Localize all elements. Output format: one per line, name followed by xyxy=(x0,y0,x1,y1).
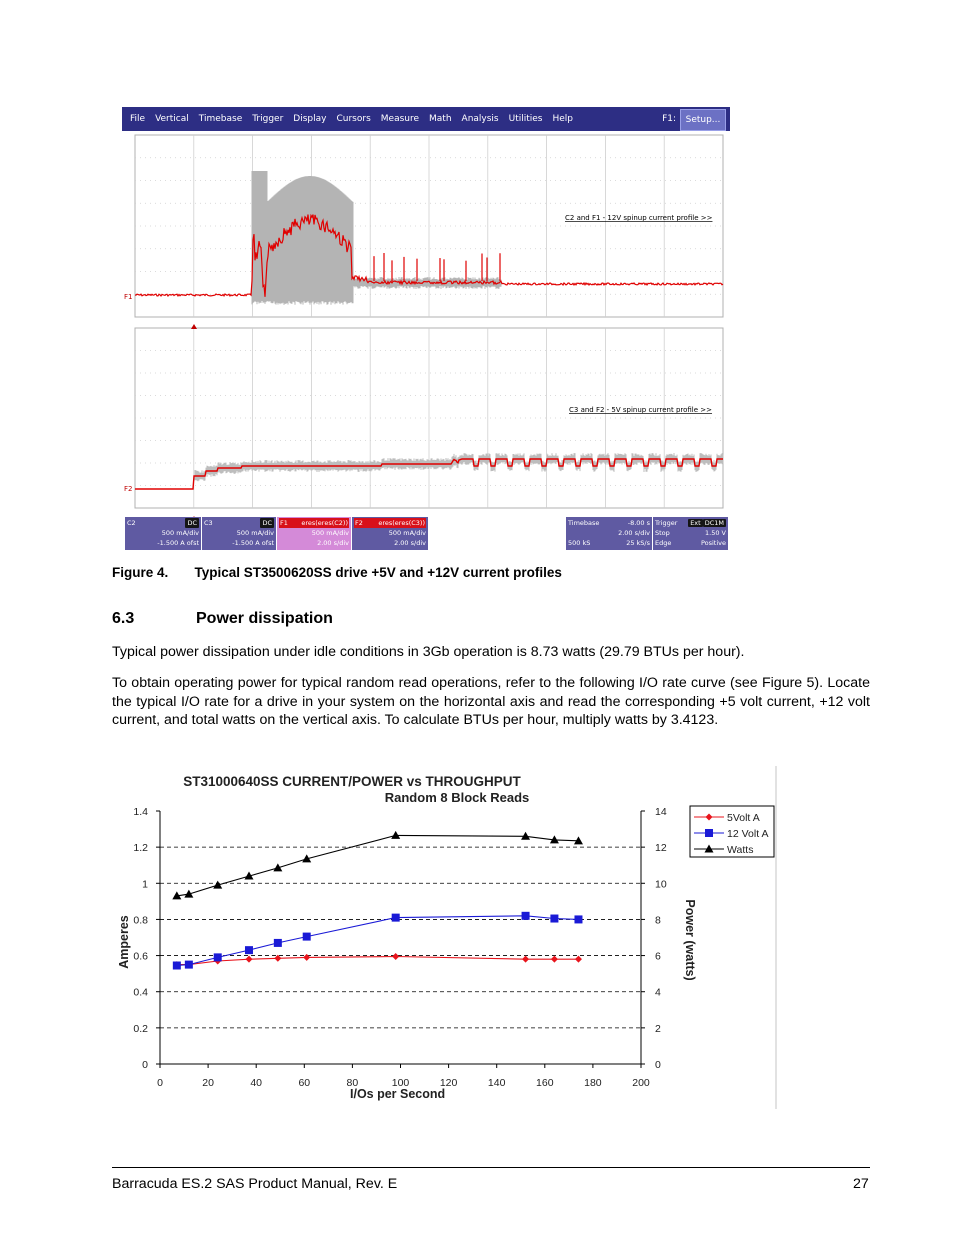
y-tick-label: 0.2 xyxy=(133,1022,148,1035)
menu-cursors[interactable]: Cursors xyxy=(336,114,371,124)
scope-status-panels xyxy=(122,517,730,550)
data-point-5volt-a xyxy=(575,956,582,963)
x-tick-label: 160 xyxy=(536,1077,554,1089)
data-point-12-volt-a xyxy=(173,962,181,970)
x-tick-label: 80 xyxy=(346,1077,359,1089)
chart-legend xyxy=(690,806,774,857)
f1-label: F1: xyxy=(662,114,676,124)
series-watts xyxy=(172,831,583,900)
timebase-samples: 500 kS xyxy=(568,539,591,547)
series-line-12-volt-a xyxy=(177,916,579,966)
c2-name: C2 xyxy=(127,519,136,527)
x-tick-label: 20 xyxy=(202,1077,214,1089)
data-point-12-volt-a xyxy=(550,915,558,923)
chart-axes xyxy=(133,806,666,1089)
y2-tick-label: 14 xyxy=(655,806,667,818)
scope-display xyxy=(122,131,730,517)
data-point-5volt-a xyxy=(245,956,252,963)
c2-scale: 500 mA/div xyxy=(161,529,199,537)
x-tick-label: 100 xyxy=(391,1077,410,1089)
data-point-12-volt-a xyxy=(392,914,400,922)
data-point-5volt-a xyxy=(551,956,558,963)
legend-label-5volt-a: 5Volt A xyxy=(727,812,760,824)
y2-tick-label: 12 xyxy=(655,842,667,855)
menu-display[interactable]: Display xyxy=(293,114,327,124)
y-tick-label: 1.2 xyxy=(133,842,148,855)
data-point-12-volt-a xyxy=(185,961,193,969)
x-tick-label: 60 xyxy=(298,1077,311,1089)
footer-rule xyxy=(112,1167,870,1168)
x-tick-label: 0 xyxy=(157,1077,163,1089)
chart-title: ST31000640SS CURRENT/POWER vs THROUGHPUT xyxy=(183,774,521,789)
upper-grid xyxy=(135,135,723,317)
f2-name: F2 xyxy=(355,519,363,527)
data-point-12-volt-a xyxy=(574,915,582,923)
menu-vertical[interactable]: Vertical xyxy=(155,114,189,124)
y2-tick-label: 6 xyxy=(655,950,661,963)
x-tick-label: 120 xyxy=(439,1077,458,1089)
x-tick-label: 200 xyxy=(632,1077,650,1089)
trigger-marker-upper xyxy=(191,324,197,329)
legend-label-12-volt-a: 12 Volt A xyxy=(727,828,769,840)
f2-timebase: 2.00 s/div xyxy=(394,539,426,547)
trigger-panel[interactable] xyxy=(653,517,728,550)
f2-expression: eres(eres(C3)) xyxy=(378,519,425,527)
data-point-5volt-a xyxy=(392,953,399,960)
f2-channel-marker: F2 xyxy=(124,485,133,493)
menu-analysis[interactable]: Analysis xyxy=(461,114,499,124)
f1-panel[interactable] xyxy=(277,517,351,550)
trigger-level: 1.50 V xyxy=(705,529,726,537)
menu-file[interactable]: File xyxy=(130,114,146,124)
legend-marker-5volt-a xyxy=(706,814,713,821)
data-point-5volt-a xyxy=(522,956,529,963)
paragraph-idle-power: Typical power dissipation under idle conditions in 3Gb operation is 8.73 watts (29.79 BTUs per hour). xyxy=(112,644,745,660)
trigger-name: Trigger xyxy=(655,519,678,527)
c3-coupling: DC xyxy=(262,519,272,527)
footer-document-title: Barracuda ES.2 SAS Product Manual, Rev. E xyxy=(112,1176,398,1192)
x-tick-label: 180 xyxy=(584,1077,602,1089)
y2-tick-label: 0 xyxy=(655,1059,661,1071)
menu-timebase[interactable]: Timebase xyxy=(198,114,243,124)
section-number: 6.3 xyxy=(112,610,135,627)
c3-panel[interactable] xyxy=(202,517,276,550)
chart-gridlines xyxy=(160,847,641,1028)
oscilloscope-figure xyxy=(122,107,730,550)
data-point-12-volt-a xyxy=(274,939,282,947)
section-title: Power dissipation xyxy=(196,610,333,627)
y-tick-label: 0.4 xyxy=(133,986,148,999)
y2-tick-label: 2 xyxy=(655,1022,661,1035)
f1-name: F1 xyxy=(280,519,288,527)
series-line-watts xyxy=(177,835,579,896)
trigger-type: Edge xyxy=(655,539,672,547)
data-point-12-volt-a xyxy=(522,912,530,920)
y2-tick-label: 10 xyxy=(655,878,667,891)
chart-series xyxy=(172,831,583,970)
timebase-panel[interactable] xyxy=(566,517,652,550)
lower-grid xyxy=(135,328,723,508)
lower-annotation: C3 and F2 - 5V spinup current profile >> xyxy=(569,406,713,414)
f2-scale: 500 mA/div xyxy=(388,529,426,537)
y-tick-label: 0 xyxy=(142,1059,148,1071)
timebase-scale: 2.00 s/div xyxy=(618,529,650,537)
timebase-delay: -8.00 s xyxy=(627,519,650,527)
menu-measure[interactable]: Measure xyxy=(380,114,420,124)
x-tick-label: 140 xyxy=(487,1077,506,1089)
c2-coupling: DC xyxy=(187,519,197,527)
timebase-name: Timebase xyxy=(568,519,600,527)
data-point-12-volt-a xyxy=(245,946,253,954)
series-12-volt-a xyxy=(173,912,583,970)
menu-math[interactable]: Math xyxy=(429,114,452,124)
scope-menu-bar xyxy=(122,107,730,131)
y2-axis-label: Power (watts) xyxy=(683,899,697,981)
y2-tick-label: 4 xyxy=(655,986,661,999)
data-point-12-volt-a xyxy=(214,953,222,961)
y-tick-label: 0.8 xyxy=(133,914,148,927)
menu-utilities[interactable]: Utilities xyxy=(508,114,543,124)
menu-trigger[interactable]: Trigger xyxy=(252,114,284,124)
c3-scale: 500 mA/div xyxy=(236,529,274,537)
paragraph-operating-power: To obtain operating power for typical random read operations, refer to the following I/O rate curve (see Figure 5). Locate the typical I/O rate for a drive in your system on the horizontal axis and read the corresponding +5 volt current, +12 volt current, and total watts on the vertical axis. To calculate BTUs per hour, multiply watts by 3.4123. xyxy=(112,675,870,728)
c2-offset: -1.500 A ofst xyxy=(157,539,199,547)
c2-panel[interactable] xyxy=(125,517,201,550)
c3-name: C3 xyxy=(204,519,213,527)
c3-offset: -1.500 A ofst xyxy=(232,539,274,547)
f1-channel-marker: F1 xyxy=(124,293,133,301)
figure-caption: Figure 4. Typical ST3500620SS drive +5V and +12V current profiles xyxy=(112,565,562,580)
x-axis-label: I/Os per Second xyxy=(350,1087,446,1101)
y-tick-label: 1.4 xyxy=(133,806,148,818)
legend-label-watts: Watts xyxy=(727,844,754,856)
trigger-mode: Stop xyxy=(655,529,670,537)
power-throughput-chart xyxy=(108,766,778,1109)
setup-button[interactable]: Setup... xyxy=(680,109,726,131)
series-line-5volt-a xyxy=(177,957,579,965)
f1-timebase: 2.00 s/div xyxy=(317,539,349,547)
legend-marker-12-volt-a xyxy=(705,829,713,837)
chart-subtitle: Random 8 Block Reads xyxy=(384,790,530,805)
footer-page-number: 27 xyxy=(853,1176,869,1192)
upper-annotation: C2 and F1 - 12V spinup current profile >> xyxy=(565,214,713,222)
y-tick-label: 1 xyxy=(142,878,148,891)
f1-expression: eres(eres(C2)) xyxy=(301,519,348,527)
data-point-5volt-a xyxy=(303,954,310,961)
trigger-source: Ext xyxy=(690,519,701,527)
menu-help[interactable]: Help xyxy=(552,114,574,124)
y-tick-label: 0.6 xyxy=(133,950,148,963)
trigger-coupling: DC1M xyxy=(704,519,724,527)
timebase-rate: 25 kS/s xyxy=(626,539,650,547)
y2-tick-label: 8 xyxy=(655,914,661,927)
data-point-12-volt-a xyxy=(303,933,311,941)
y-axis-label: Amperes xyxy=(117,915,131,969)
x-tick-label: 40 xyxy=(250,1077,263,1089)
f1-scale: 500 mA/div xyxy=(311,529,349,537)
trigger-slope: Positive xyxy=(700,539,726,547)
f2-panel[interactable] xyxy=(352,517,428,550)
